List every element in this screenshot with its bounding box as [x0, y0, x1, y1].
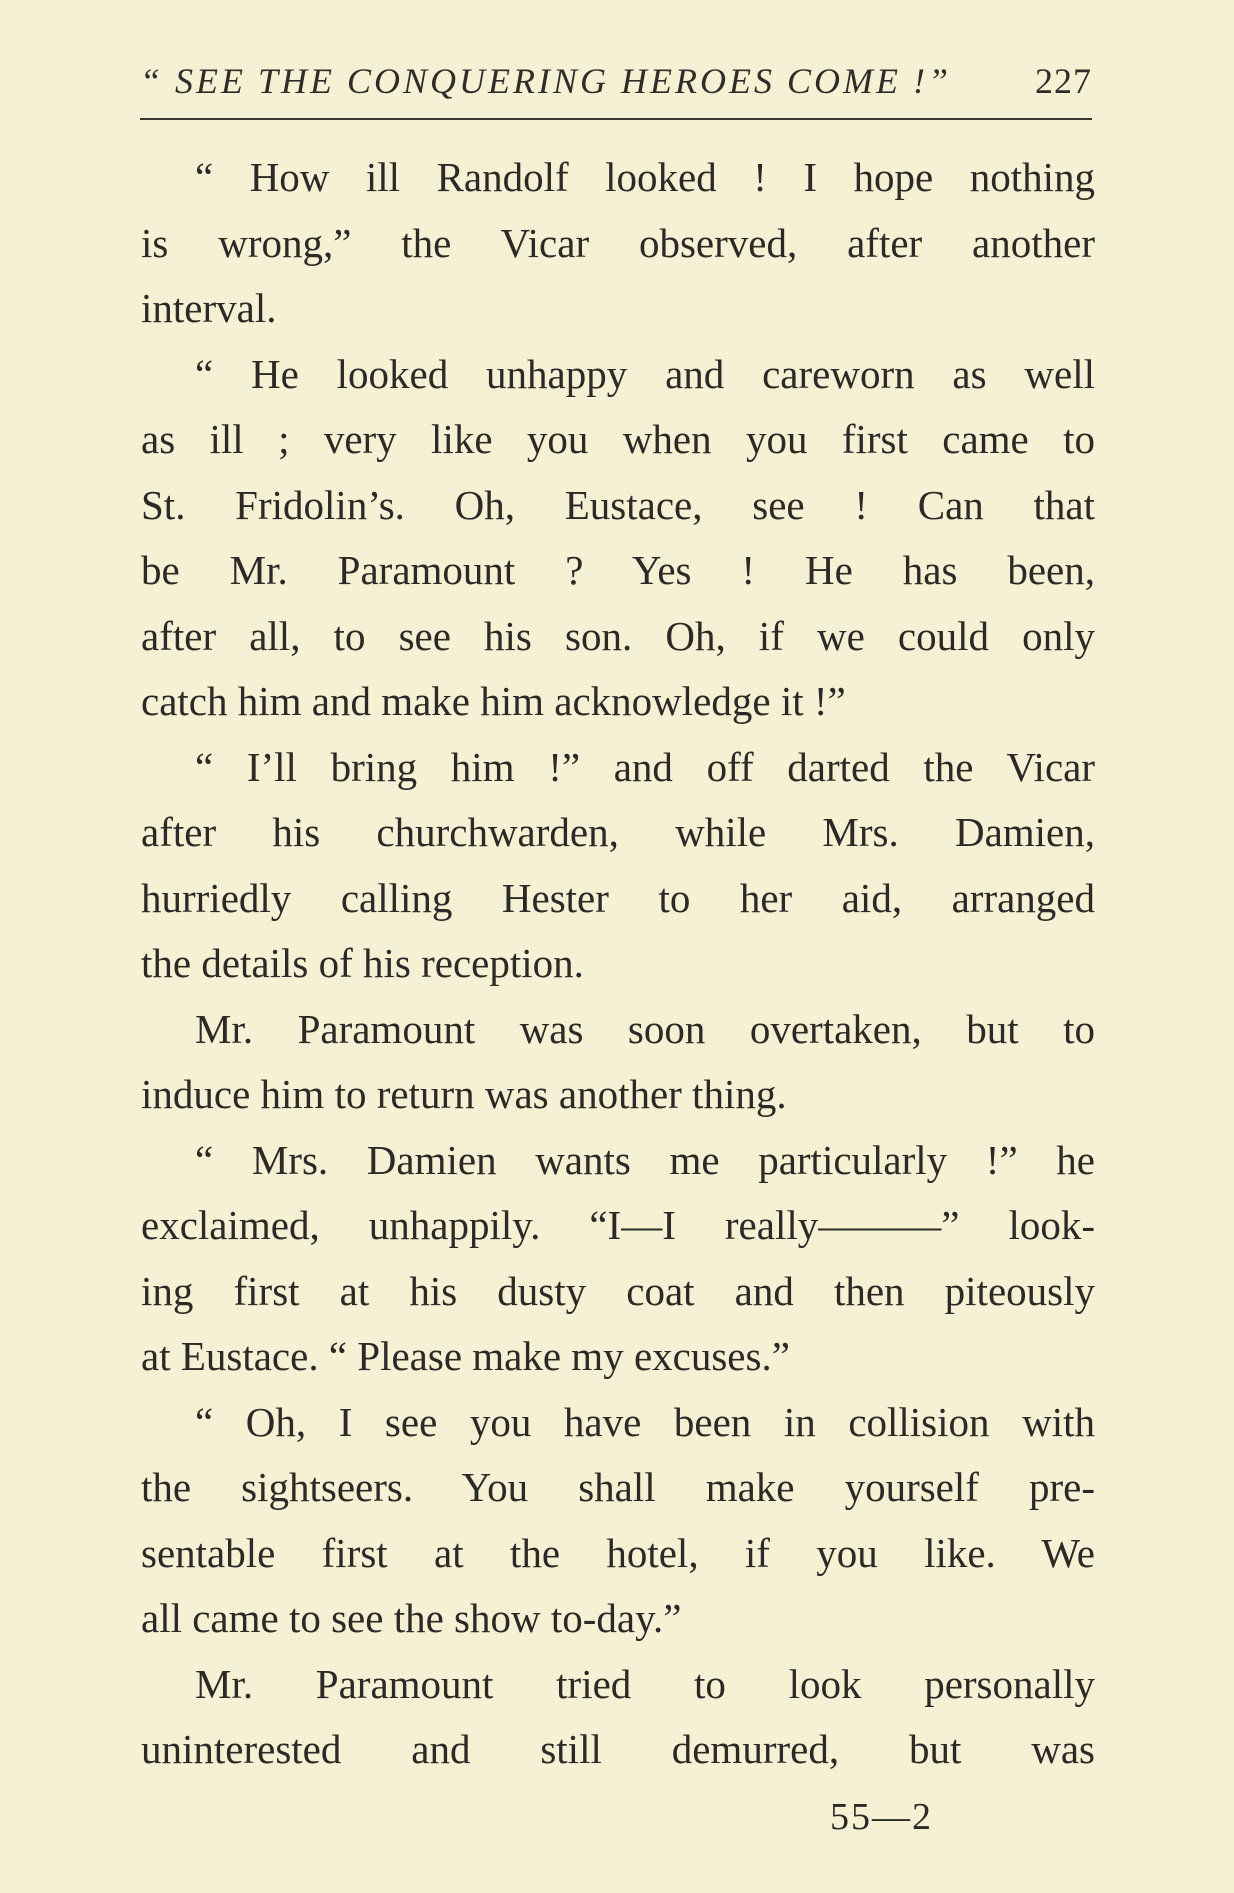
page-number: 227: [1035, 61, 1092, 101]
text-line: ing first at his dusty coat and then piteously: [141, 1267, 1095, 1314]
text-line: interval.: [141, 285, 277, 331]
text-line: be Mr. Paramount ? Yes ! He has been,: [141, 547, 1095, 593]
signature-mark: 55—2: [830, 1796, 933, 1838]
text-line: exclaimed, unhappily. “I—I really———” look-: [141, 1202, 1095, 1248]
text-line: catch him and make him acknowledge it !”: [141, 678, 846, 724]
text-line: “ Oh, I see you have been in collision with: [195, 1398, 1095, 1445]
text-line: “ He looked unhappy and careworn as well: [195, 350, 1095, 397]
text-line: all came to see the show to-day.”: [141, 1595, 682, 1641]
text-line: “ I’ll bring him !” and off darted the Vicar: [195, 743, 1095, 790]
text-line: after his churchwarden, while Mrs. Damien,: [141, 809, 1095, 855]
text-line: as ill ; very like you when you first came to: [141, 416, 1095, 462]
text-line: sentable first at the hotel, if you like. We: [141, 1529, 1095, 1576]
text-line: uninterested and still demurred, but was: [141, 1726, 1095, 1772]
text-line: St. Fridolin’s. Oh, Eustace, see ! Can that: [141, 481, 1095, 528]
text-line: at Eustace. “ Please make my excuses.”: [141, 1333, 790, 1379]
text-line: Mr. Paramount tried to look personally: [195, 1660, 1095, 1707]
header-rule: [140, 118, 1092, 120]
text-line: the details of his reception.: [141, 940, 584, 986]
body-text: [141, 145, 1095, 1783]
text-line: after all, to see his son. Oh, if we could only: [141, 612, 1095, 659]
text-line: the sightseers. You shall make yourself pre-: [141, 1464, 1095, 1510]
text-line: induce him to return was another thing.: [141, 1071, 787, 1117]
text-line: “ How ill Randolf looked ! I hope nothing: [195, 154, 1095, 200]
running-title: “ SEE THE CONQUERING HEROES COME !”: [140, 61, 951, 101]
text-line: “ Mrs. Damien wants me particularly !” he: [195, 1136, 1095, 1183]
text-line: hurriedly calling Hester to her aid, arranged: [141, 874, 1095, 921]
text-line: Mr. Paramount was soon overtaken, but to: [195, 1005, 1095, 1052]
running-head: [140, 60, 1092, 110]
text-line: is wrong,” the Vicar observed, after another: [141, 219, 1095, 266]
